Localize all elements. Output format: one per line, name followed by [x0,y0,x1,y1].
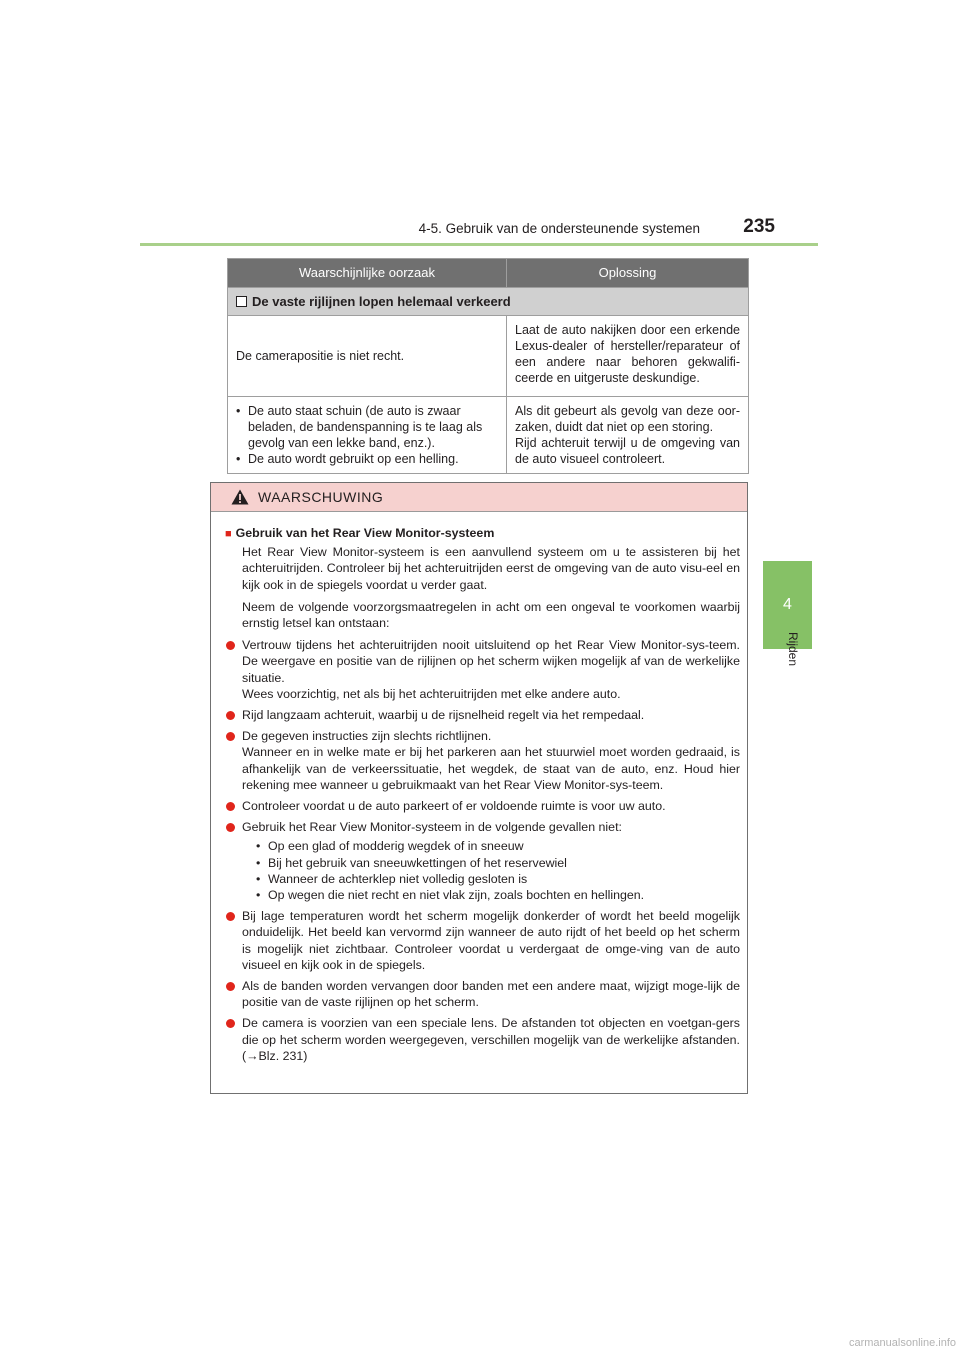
list-item-text: De camera is voorzien van een speciale lens. De afstanden tot objecten en voetgan-gers die op het scherm worden weergegeven, verschillen mogelijk van de werkelijke afstanden. (→Blz. 231) [242,1016,740,1063]
table-cell-solution [507,397,749,474]
cause-solution-table [227,258,749,474]
section-title: 4-5. Gebruik van de ondersteunende systemen [418,221,700,236]
warning-triangle-icon [231,489,249,505]
list-item-text: Bij lage temperaturen wordt het scherm mogelijk donkerder of wordt het beeld mogelijk onduidelijk. Het beeld kan vervormd zijn wanneer de auto rijdt of het beeld op het scherm is mogelijk niet zichtbaar. Controleer voordat u verdergaat de omge-ving van de auto visueel en kijk ook in de spiegels. [242,909,740,972]
warning-box [210,482,748,1094]
solution-line: Rijd achteruit terwijl u de omgeving van de auto visueel controleert. [515,436,740,466]
red-dot-icon [226,732,235,741]
sub-list [242,838,740,903]
list-item [225,908,740,973]
column-header-solution: Oplossing [507,259,749,288]
cause-bullet: • De auto wordt gebruikt op een helling. [236,451,498,467]
list-item [225,798,740,814]
warning-paragraph: Het Rear View Monitor-systeem is een aanvullend systeem om u te assisteren bij het achteruitrijden. Controleer bij het achteruitrijden eerst de omgeving van de auto visu-eel en kijk ook in de spiegels voordat u verder gaat. [242,545,740,592]
red-dot-icon [226,802,235,811]
list-item-text: De gegeven instructies zijn slechts richtlijnen. [242,729,492,744]
list-item [225,1015,740,1064]
list-item-extra: Wees voorzichtig, net als bij het achteruitrijden met elke andere auto. [242,686,621,701]
red-dot-icon [226,982,235,991]
sub-list-item: • Op wegen die niet recht en niet vlak zijn, zoals bochten en hellingen. [256,887,740,903]
list-item-text: Controleer voordat u de auto parkeert of er voldoende ruimte is voor uw auto. [242,799,666,814]
square-bullet-icon: ■ [225,528,232,540]
list-item [225,819,740,903]
watermark: carmanualsonline.info [848,1337,956,1349]
table-cell-cause: De camerapositie is niet recht. [228,316,507,397]
red-dot-icon [226,641,235,650]
checkbox-square-icon [236,296,247,307]
list-item-extra: Wanneer en in welke mate er bij het parkeren aan het stuurwiel moet worden gedraaid, is afhankelijk van de verkeerssituatie, het wegdek, de staat van de auto, enz. Houd hier rekening mee wanneer u gebruikmaakt van het Rear View Monitor-sys-teem. [242,745,740,792]
list-item-text: Gebruik het Rear View Monitor-systeem in de volgende gevallen niet: [242,820,622,835]
sub-list-item: • Bij het gebruik van sneeuwkettingen of het reservewiel [256,855,740,871]
warning-body [211,512,747,1064]
list-item [225,728,740,793]
column-header-cause: Waarschijnlijke oorzaak [228,259,507,288]
header-divider [140,243,818,246]
solution-line: Als dit gebeurt als gevolg van deze oor-zaken, duidt dat niet op een storing. [515,404,740,434]
warning-header [211,483,747,512]
page-number: 235 [743,216,775,237]
red-dot-icon [226,912,235,921]
list-item-text: Rijd langzaam achteruit, waarbij u de rijsnelheid regelt via het rempedaal. [242,708,645,723]
list-item [225,637,740,702]
warning-paragraph: Neem de volgende voorzorgsmaatregelen in acht om een ongeval te voorkomen waarbij ernstig letsel kan ontstaan: [242,599,740,631]
red-dot-icon [226,1019,235,1028]
table-cell-solution: Laat de auto nakijken door een erkende Lexus-dealer of hersteller/reparateur of een andere naar behoren gekwalifi-ceerde en uitgeruste deskundige. [507,316,749,397]
table-cell-cause [228,397,507,474]
table-section-heading [228,288,749,316]
sub-list-item: • Op een glad of modderig wegdek of in sneeuw [256,838,740,854]
warning-subheading [225,525,740,542]
red-dot-icon [226,823,235,832]
chapter-tab: 4 [763,561,812,649]
cause-bullet: • De auto staat schuin (de auto is zwaar beladen, de bandenspanning is te laag als gevolg van een lekke band, enz.). [236,403,498,451]
warning-subheading-text: Gebruik van het Rear View Monitor-systeem [235,526,495,540]
chapter-label-text: Rijden [786,631,800,667]
list-item-text: Als de banden worden vervangen door banden met een andere maat, wijzigt moge-lijk de positie van de vaste rijlijnen op het scherm. [242,979,740,1010]
table-row [228,316,749,397]
red-dot-icon [226,711,235,720]
list-item-text: Vertrouw tijdens het achteruitrijden nooit uitsluitend op het Rear View Monitor-sys-teem. De weergave en positie van de rijlijnen op het scherm wijken mogelijk af van de werkelijke situatie. [242,638,740,685]
table-row [228,397,749,474]
list-item [225,978,740,1010]
list-item [225,707,740,723]
sub-list-item: • Wanneer de achterklep niet volledig gesloten is [256,871,740,887]
chapter-label [783,626,803,672]
section-heading-text: De vaste rijlijnen lopen helemaal verkeerd [252,293,511,309]
warning-title: WAARSCHUWING [258,489,384,505]
